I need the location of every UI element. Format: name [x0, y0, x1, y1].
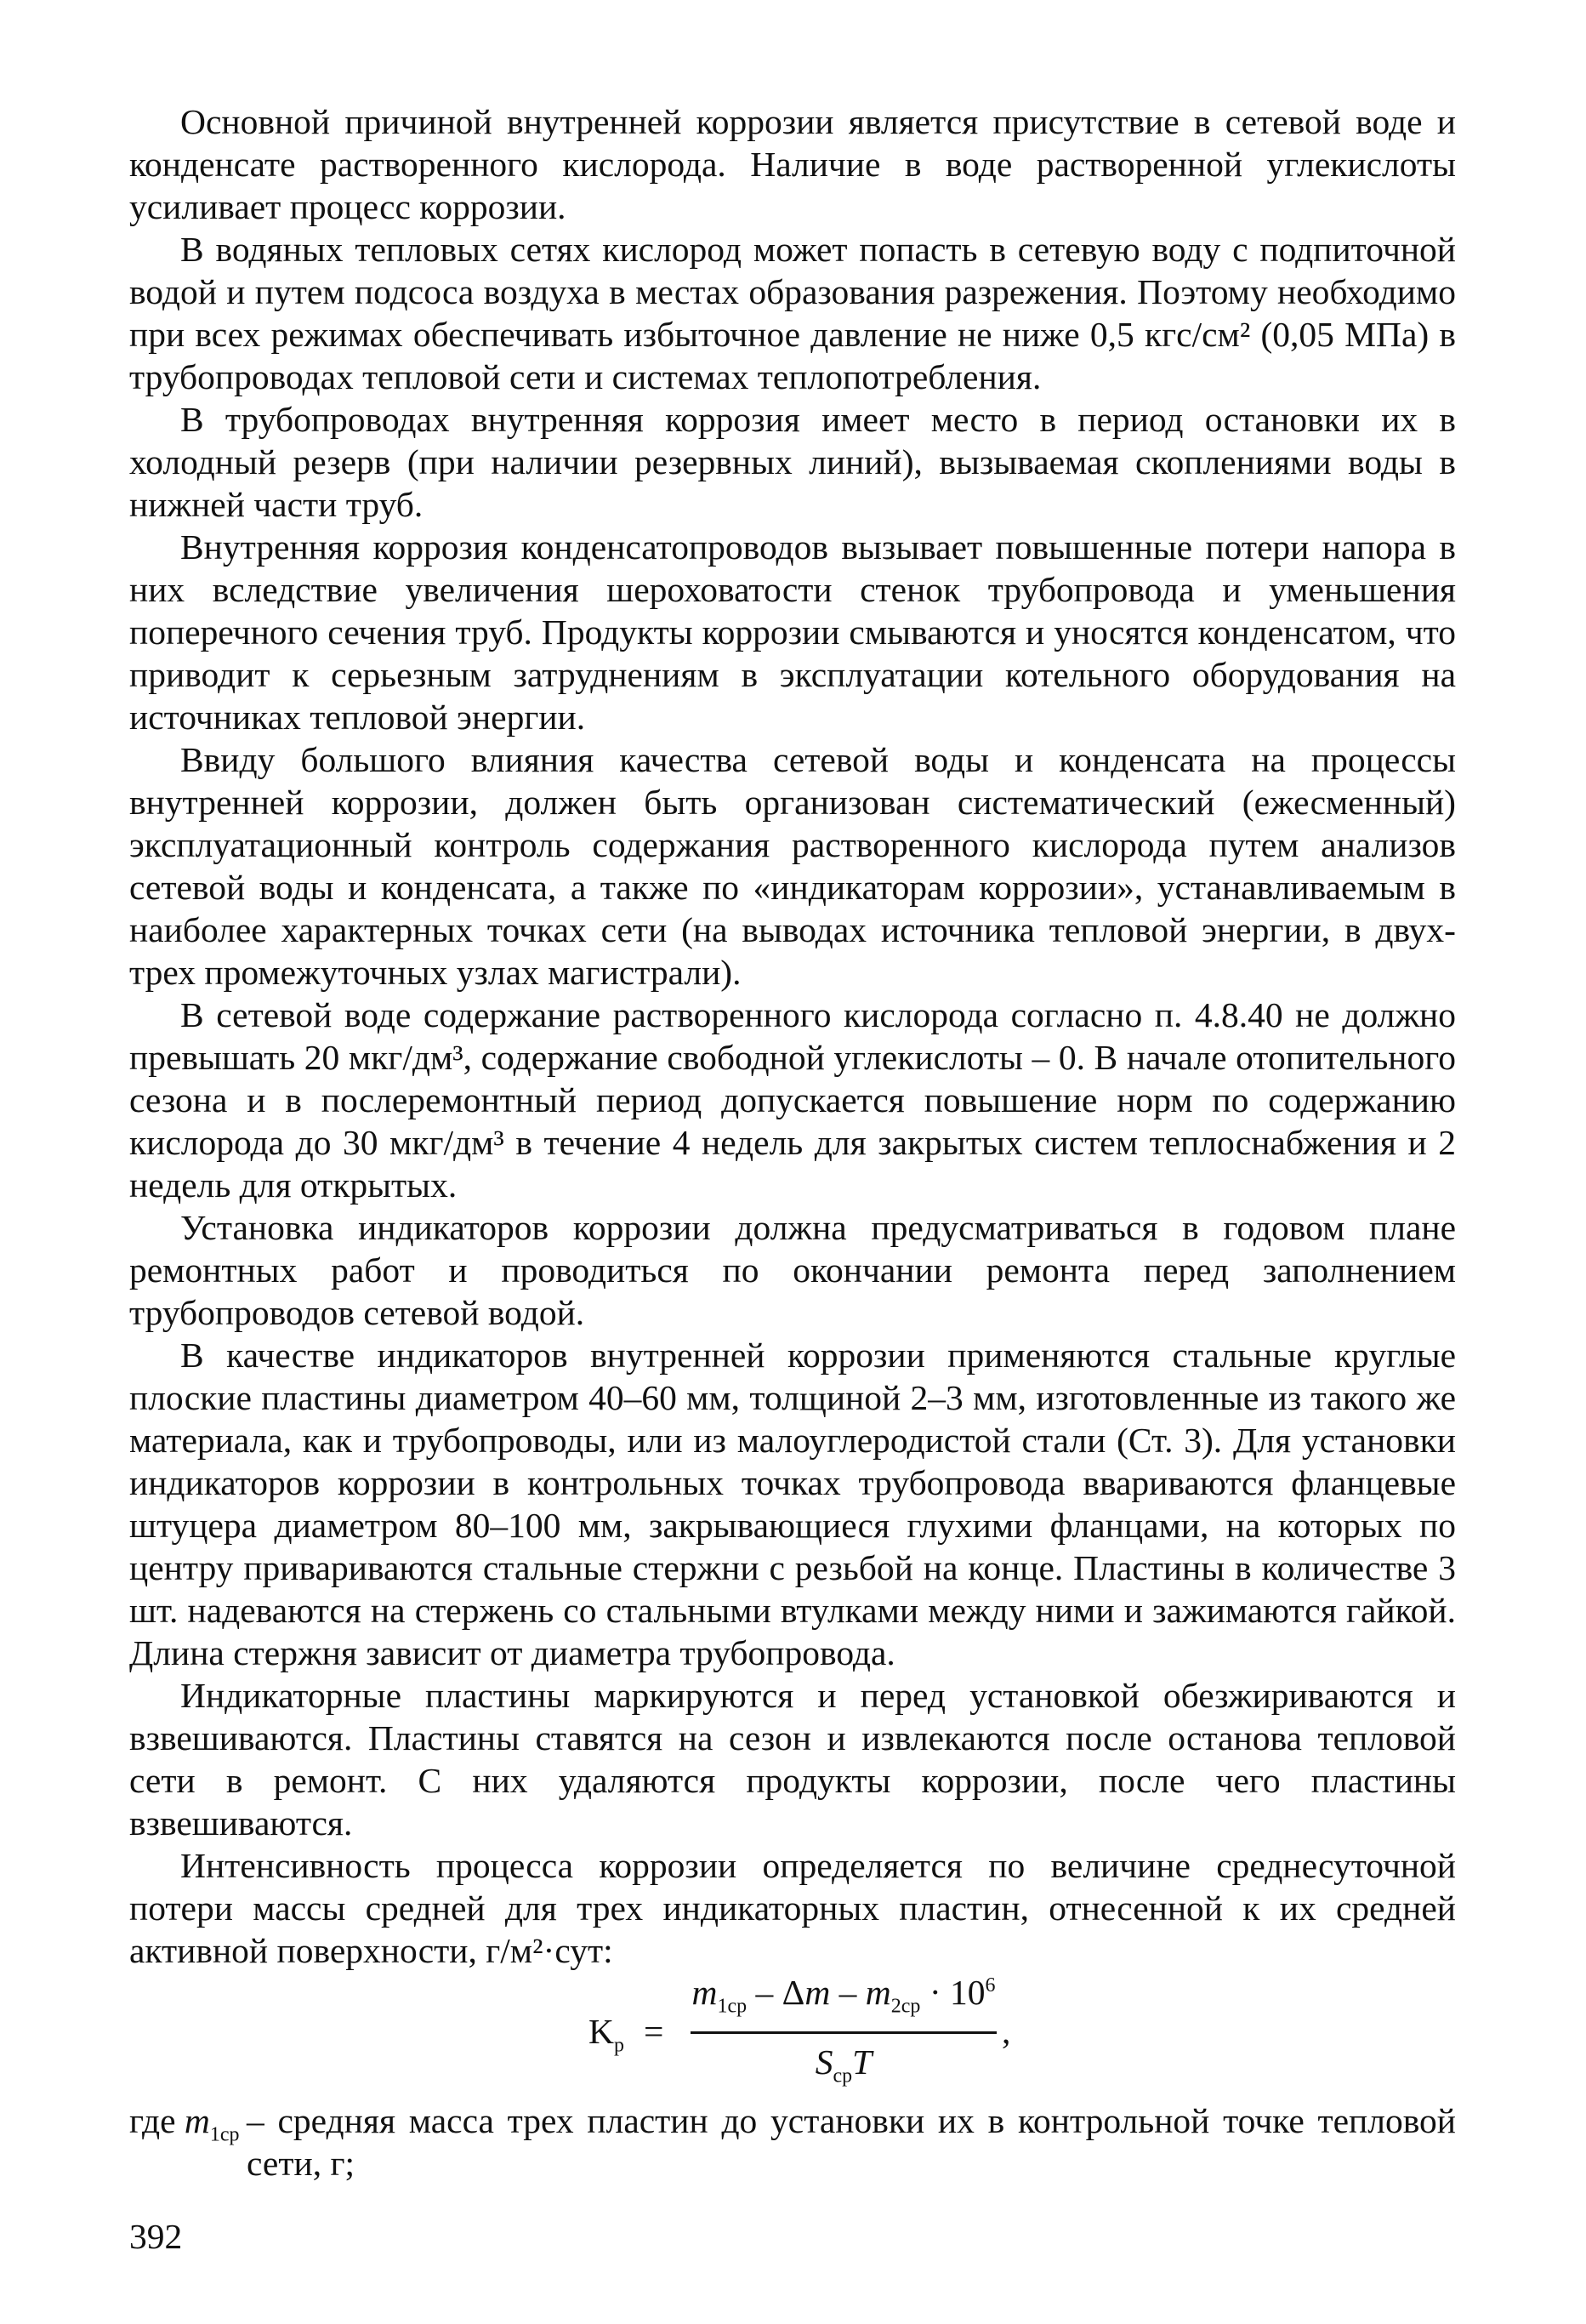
variable-symbol: где $m_{1ср}$	[129, 2101, 240, 2146]
paragraph: Основной причиной внутренней коррозии является присутствие в сетевой воде и конденсате растворенного кислорода. Наличие в воде растворенной углекислоты усиливает процесс коррозии.	[129, 102, 1456, 226]
variable-definition	[129, 2099, 1456, 2184]
corrosion-rate-formula	[129, 1972, 1456, 2099]
variable-description: – средняя масса трех пластин до установки их в контрольной точке тепловой сети, г;	[247, 2101, 1457, 2183]
page-number: 392	[129, 2217, 183, 2256]
paragraph: В водяных тепловых сетях кислород может попасть в сетевую воду с подпиточной водой и путем подсоса воздуха в местах образования разрежения. Поэтому необходимо при всех режимах обеспечивать избыточное давление не ниже 0,5 кгс/см² (0,05 МПа) в трубопроводах тепловой сети и системах теплопотребления.	[129, 230, 1456, 396]
paragraph: В качестве индикаторов внутренней коррозии применяются стальные круглые плоские пластины диаметром 40–60 мм, толщиной 2–3 мм, изготовленные из такого же материала, как и трубопроводы, или из малоуглеродистой стали (Ст. 3). Для установки индикаторов коррозии в контрольных точках трубопровода ввариваются фланцевые штуцера диаметром 80–100 мм, закрывающиеся глухими фланцами, на которых по центру привариваются стальные стержни с резьбой на конце. Пластины в количестве 3 шт. надеваются на стержень со стальными втулками между ними и зажимаются гайкой. Длина стержня зависит от диаметра трубопровода.	[129, 1336, 1456, 1672]
formula-equals: =	[644, 2012, 664, 2051]
page-body	[129, 100, 1456, 2184]
formula-numerator: $m_{1ср} - \Delta m - m_{2ср} \cdot 10^6$	[691, 1973, 996, 2018]
formula-denominator: $S_{ср}T$	[815, 2042, 873, 2088]
paragraph: В трубопроводах внутренняя коррозия имеет место в период остановки их в холодный резерв (при наличии резервных линий), вызываемая скоплениями воды в нижней части труб.	[129, 400, 1456, 524]
paragraph: Ввиду большого влияния качества сетевой воды и конденсата на процессы внутренней коррозии, должен быть организован систематический (ежесменный) эксплуатационный контроль содержания растворенного кислорода путем анализов сетевой воды и конденсата, а также по «индикаторам коррозии», устанавливаемым в наиболее характерных точках сети (на выводах источника тепловой энергии, в двух-трех промежуточных узлах магистрали).	[129, 740, 1456, 992]
fraction-bar	[691, 2031, 997, 2034]
paragraph: Интенсивность процесса коррозии определяется по величине среднесуточной потери массы средней для трех индикаторных пластин, отнесенной к их средней активной поверхности, г/м²·сут:	[129, 1846, 1456, 1970]
paragraph: Внутренняя коррозия конденсатопроводов вызывает повышенные потери напора в них вследствие увеличения шероховатости стенок трубопровода и уменьшения поперечного сечения труб. Продукты коррозии смываются и уносятся конденсатом, что приводит к серьезным затруднениям в эксплуатации котельного оборудования на источниках тепловой энергии.	[129, 527, 1456, 737]
paragraph: Установка индикаторов коррозии должна предусматриваться в годовом плане ремонтных работ и проводиться по окончании ремонта перед заполнением трубопроводов сетевой водой.	[129, 1208, 1456, 1332]
formula-comma: ,	[1002, 2012, 1011, 2051]
paragraph: В сетевой воде содержание растворенного кислорода согласно п. 4.8.40 не должно превышать 20 мкг/дм³, содержание свободной углекислоты – 0. В начале отопительного сезона и в послеремонтный период допускается повышение норм по содержанию кислорода до 30 мкг/дм³ в течение 4 недель для закрытых систем теплоснабжения и 2 недель для открытых.	[129, 995, 1456, 1205]
paragraph: Индикаторные пластины маркируются и перед установкой обезжириваются и взвешиваются. Пластины ставятся на сезон и извлекаются после останова тепловой сети в ремонт. С них удаляются продукты коррозии, после чего пластины взвешиваются.	[129, 1676, 1456, 1843]
formula-lhs: $K_р$	[588, 2012, 624, 2057]
